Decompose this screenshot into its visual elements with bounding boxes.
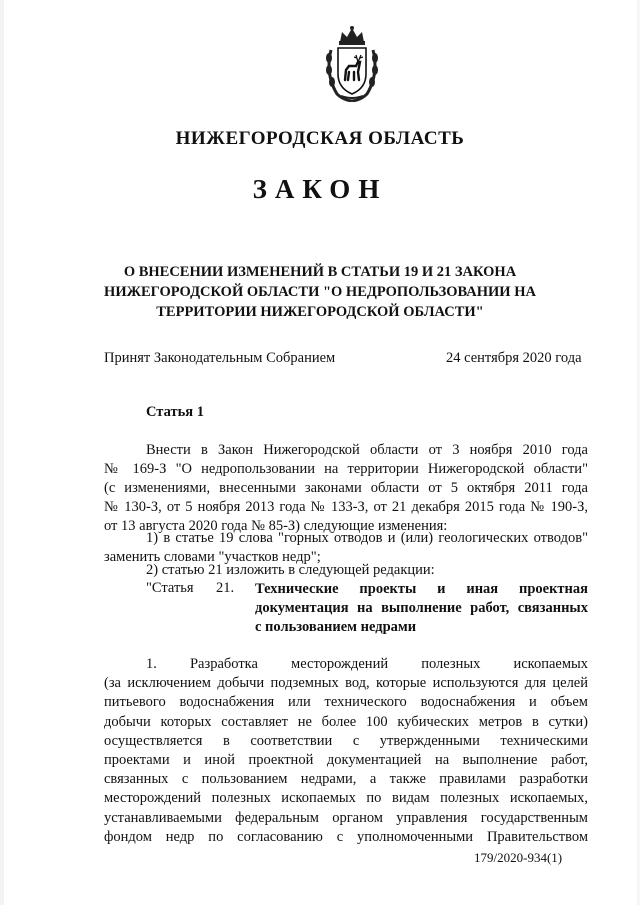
paragraph-line: (за исключением добычи подземных вод, которые используются для целей bbox=[104, 675, 588, 692]
article-title-line: Технические проекты и иная проектная bbox=[255, 581, 588, 597]
paragraph-line: связанных с пользованием недрами, а также правилами разработки bbox=[104, 771, 588, 788]
law-title-line: НИЖЕГОРОДСКОЙ ОБЛАСТИ "О НЕДРОПОЛЬЗОВАНИИ НА bbox=[104, 284, 536, 300]
paragraph-line: заменить словами "участков недр"; bbox=[104, 549, 321, 565]
quoted-article-label: "Статья bbox=[146, 580, 194, 596]
article-title-line: документация на выполнение работ, связанных bbox=[255, 600, 588, 616]
document-type: ЗАКОН bbox=[252, 174, 388, 204]
paragraph-line: № 130-З, от 5 ноября 2013 года № 133-З, от 21 декабря 2015 года № 190-З, bbox=[104, 499, 588, 515]
quoted-article-title bbox=[255, 580, 588, 637]
paragraph-1 bbox=[104, 655, 588, 847]
coat-of-arms-icon bbox=[323, 24, 381, 102]
paragraph-line: 1. Разработка месторождений полезных ископаемых bbox=[146, 656, 588, 672]
quoted-article-number: 21. bbox=[216, 580, 235, 596]
paragraph-line: 1) в статье 19 слова "горных отводов и (или) геологических отводов" bbox=[146, 530, 588, 546]
paragraph-line: месторождений полезных ископаемых по видам полезных ископаемых, bbox=[104, 790, 588, 807]
paragraph-line: добычи которых составляет не более 100 кубических метров в сутки) bbox=[104, 713, 588, 730]
article-title-line: с пользованием недрами bbox=[255, 619, 417, 635]
amendment-item-2: 2) статью 21 изложить в следующей редакции: bbox=[146, 562, 435, 578]
document-number: 179/2020-934(1) bbox=[474, 850, 563, 865]
paragraph-line: осуществляется в соответствии с утвержденными техническими bbox=[104, 732, 588, 749]
law-title bbox=[60, 262, 580, 322]
paragraph-line: от 13 августа 2020 года № 85-З) следующие изменения: bbox=[104, 518, 448, 534]
law-title-line: ТЕРРИТОРИИ НИЖЕГОРОДСКОЙ ОБЛАСТИ" bbox=[156, 304, 484, 320]
article-heading: Статья 1 bbox=[146, 404, 204, 420]
paragraph-line: питьевого водоснабжения или технического водоснабжения и объем bbox=[104, 694, 588, 711]
paragraph-line: № 169-З "О недропользовании на территории Нижегородской области" bbox=[104, 461, 588, 477]
adoption-date: 24 сентября 2020 года bbox=[446, 350, 582, 366]
paragraph-line: фондом недр по согласованию с уполномоченными Правительством bbox=[104, 828, 588, 845]
paragraph-line: проектами и иной проектной документацией на выполнение работ, bbox=[104, 752, 588, 769]
adopted-by-text: Принят Законодательным Собранием bbox=[104, 350, 336, 366]
paragraph-line: (с изменениями, внесенными законами области от 5 октября 2011 года bbox=[104, 480, 588, 496]
region-title: НИЖЕГОРОДСКАЯ ОБЛАСТЬ bbox=[175, 128, 465, 149]
intro-paragraph bbox=[104, 441, 588, 536]
paragraph-line: Внести в Закон Нижегородской области от 3 ноября 2010 года bbox=[146, 442, 588, 458]
law-title-line: О ВНЕСЕНИИ ИЗМЕНЕНИЙ В СТАТЬИ 19 И 21 ЗАКОНА bbox=[123, 264, 517, 280]
paragraph-line: устанавливаемыми федеральным органом управления государственным bbox=[104, 809, 588, 826]
